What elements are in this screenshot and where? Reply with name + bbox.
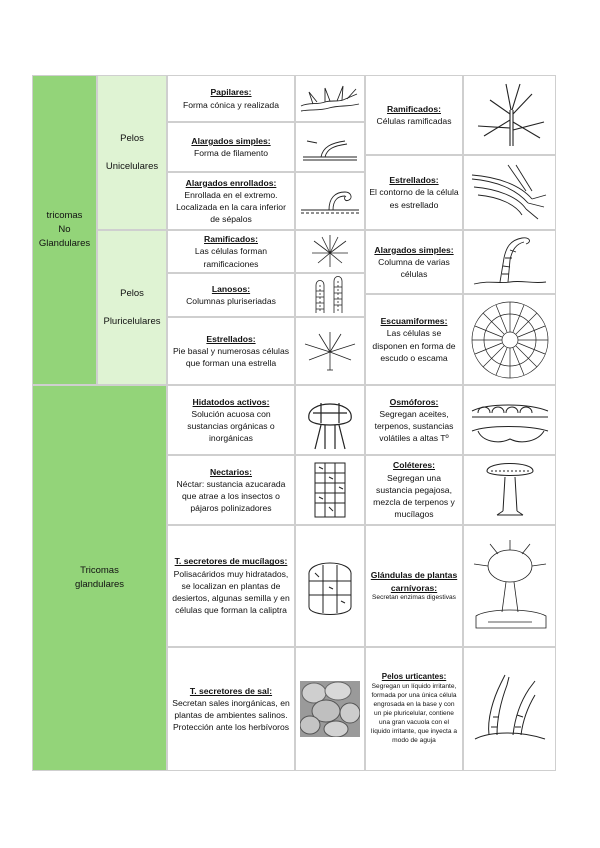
stellate-hair-drawing-cell <box>463 155 556 230</box>
type-title: Estrellados: <box>206 333 256 344</box>
filament-hair-drawing-cell <box>295 122 365 172</box>
type-text: Columna de varias células <box>378 256 450 280</box>
type-title: Coléteres: <box>392 460 436 471</box>
colleter-drawing-cell <box>463 455 556 525</box>
papillary-hair-drawing <box>299 80 361 118</box>
subgroup-unicelulares-line1: Pelos <box>120 132 144 144</box>
osmophore-drawing <box>468 391 552 449</box>
stellate-multicellular-drawing <box>301 328 359 374</box>
nectary-drawing-cell <box>295 455 365 525</box>
subgroup-unicelulares-line2: Unicelulares <box>105 160 159 172</box>
colleter-drawing <box>475 459 545 521</box>
filament-hair-drawing <box>299 127 361 167</box>
type-mucilagos <box>167 525 295 647</box>
mucilage-trichome-drawing-cell <box>295 525 365 647</box>
type-title: Osmóforos: <box>389 396 439 407</box>
papillary-hair-drawing-cell <box>295 75 365 122</box>
woolly-hair-drawing-cell <box>295 273 365 317</box>
branched-hair-drawing <box>470 80 550 150</box>
branched-multicellular-drawing <box>308 233 352 271</box>
type-text: El contorno de la célula es estrellado <box>369 187 459 210</box>
type-text: Enrollada en el extremo. Localizada en la cara inferior de sépalos <box>176 189 286 225</box>
cell-column-drawing-cell <box>463 230 556 294</box>
type-title: Glándulas de plantas carnívoras: <box>370 570 458 593</box>
stinging-hair-drawing <box>471 669 549 749</box>
carnivorous-gland-drawing-cell <box>463 525 556 647</box>
type-estrellados-uni <box>365 155 463 230</box>
type-text: Las células se disponen en forma de escudo o escama <box>372 328 456 363</box>
type-urticantes <box>365 647 463 771</box>
coiled-hair-drawing-cell <box>295 172 365 230</box>
type-text: Segregan un líquido irritante, formada por una única célula engrosada en la base y con un pie pluricelular, contiene una gran vacuola con el líquido irritante, que inyecta a modo de aguja <box>370 683 458 744</box>
subgroup-pluricelulares-line2: Pluricelulares <box>103 315 161 327</box>
type-title: Pelos urticantes: <box>381 672 447 682</box>
type-title: Alargados simples: <box>374 244 454 255</box>
subgroup-pluricelulares-line1: Pelos <box>120 287 144 299</box>
type-text: Células ramificadas <box>376 116 452 126</box>
type-title: Papilares: <box>210 87 252 98</box>
group-glandulares <box>32 385 167 771</box>
nectary-drawing <box>301 459 359 521</box>
peltate-scale-drawing-cell <box>463 294 556 385</box>
type-papilares <box>167 75 295 122</box>
type-text: Secretan enzimas digestivas <box>372 593 456 601</box>
type-title: Ramificados: <box>387 103 441 114</box>
salt-gland-micrograph-cell <box>295 647 365 771</box>
group-glandulares-label: Tricomas glandulares <box>74 565 125 590</box>
group-no-glandulares <box>32 75 97 385</box>
type-title: Estrellados: <box>389 175 439 186</box>
woolly-hair-drawing <box>308 275 352 315</box>
group-no-glandulares-label: tricomas No Glandulares <box>38 210 91 249</box>
type-title: Escuamiformes: <box>380 316 448 327</box>
type-alargados-simples-uni <box>167 122 295 172</box>
salt-gland-micrograph <box>300 681 360 737</box>
type-text: Segregan una sustancia pegajosa, mezcla de terpenos y mucílagos <box>373 472 455 520</box>
stellate-multicellular-drawing-cell <box>295 317 365 385</box>
type-escuamiformes <box>365 294 463 385</box>
type-coleteres <box>365 455 463 525</box>
type-lanosos <box>167 273 295 317</box>
type-text: Solución acuosa con sustancias orgánicas o inorgánicas <box>187 408 275 444</box>
type-text: Segregan aceites, terpenos, sustancias volátiles a altas Tº <box>374 408 454 444</box>
type-alargados-simples-pluri <box>365 230 463 294</box>
branched-multicellular-drawing-cell <box>295 230 365 273</box>
type-title: Nectarios: <box>209 466 253 477</box>
type-carnivoras <box>365 525 463 647</box>
type-title: T. secretores de mucílagos: <box>174 556 288 567</box>
subgroup-pluricelulares <box>97 230 167 385</box>
stinging-hair-drawing-cell <box>463 647 556 771</box>
mucilage-trichome-drawing <box>301 551 359 621</box>
hydathode-drawing <box>301 389 359 451</box>
type-ramificados-pluri <box>167 230 295 273</box>
type-osmoforos <box>365 385 463 455</box>
coiled-hair-drawing <box>299 178 361 224</box>
stellate-hair-drawing <box>468 161 552 225</box>
type-text: Néctar: sustancia azucarada que atrae a los insectos o pájaros polinizadores <box>176 478 286 514</box>
type-text: Polisacáridos muy hidratados, se localizan en plantas de desiertos, algunas semilla y en células que forman la caliptra <box>172 568 290 616</box>
type-text: Columnas pluriseriadas <box>186 296 276 306</box>
type-text: Forma cónica y realizada <box>182 99 279 110</box>
type-estrellados-pluri <box>167 317 295 385</box>
type-text: Secretan sales inorgánicas, en plantas de ambientes salinos. Protección ante los herbívoros <box>172 697 290 733</box>
branched-hair-drawing-cell <box>463 75 556 155</box>
type-ramificados-uni <box>365 75 463 155</box>
cell-column-drawing <box>470 234 550 290</box>
type-title: Alargados enrollados: <box>185 177 277 188</box>
type-nectarios <box>167 455 295 525</box>
type-title: Alargados simples: <box>191 135 271 146</box>
carnivorous-gland-drawing <box>468 536 552 636</box>
peltate-scale-drawing <box>468 298 552 382</box>
type-hidatodos <box>167 385 295 455</box>
type-title: Hidatodos activos: <box>192 396 270 407</box>
hydathode-drawing-cell <box>295 385 365 455</box>
type-title: Lanosos: <box>211 283 251 294</box>
type-alargados-enrollados <box>167 172 295 230</box>
type-text: Las células forman ramificaciones <box>194 246 268 269</box>
type-text: Pie basal y numerosas células que forman una estrella <box>172 345 290 369</box>
type-title: T. secretores de sal: <box>189 685 273 696</box>
osmophore-drawing-cell <box>463 385 556 455</box>
type-text: Forma de filamento <box>193 148 269 158</box>
type-sal <box>167 647 295 771</box>
type-title: Ramificados: <box>204 234 258 245</box>
subgroup-unicelulares <box>97 75 167 230</box>
